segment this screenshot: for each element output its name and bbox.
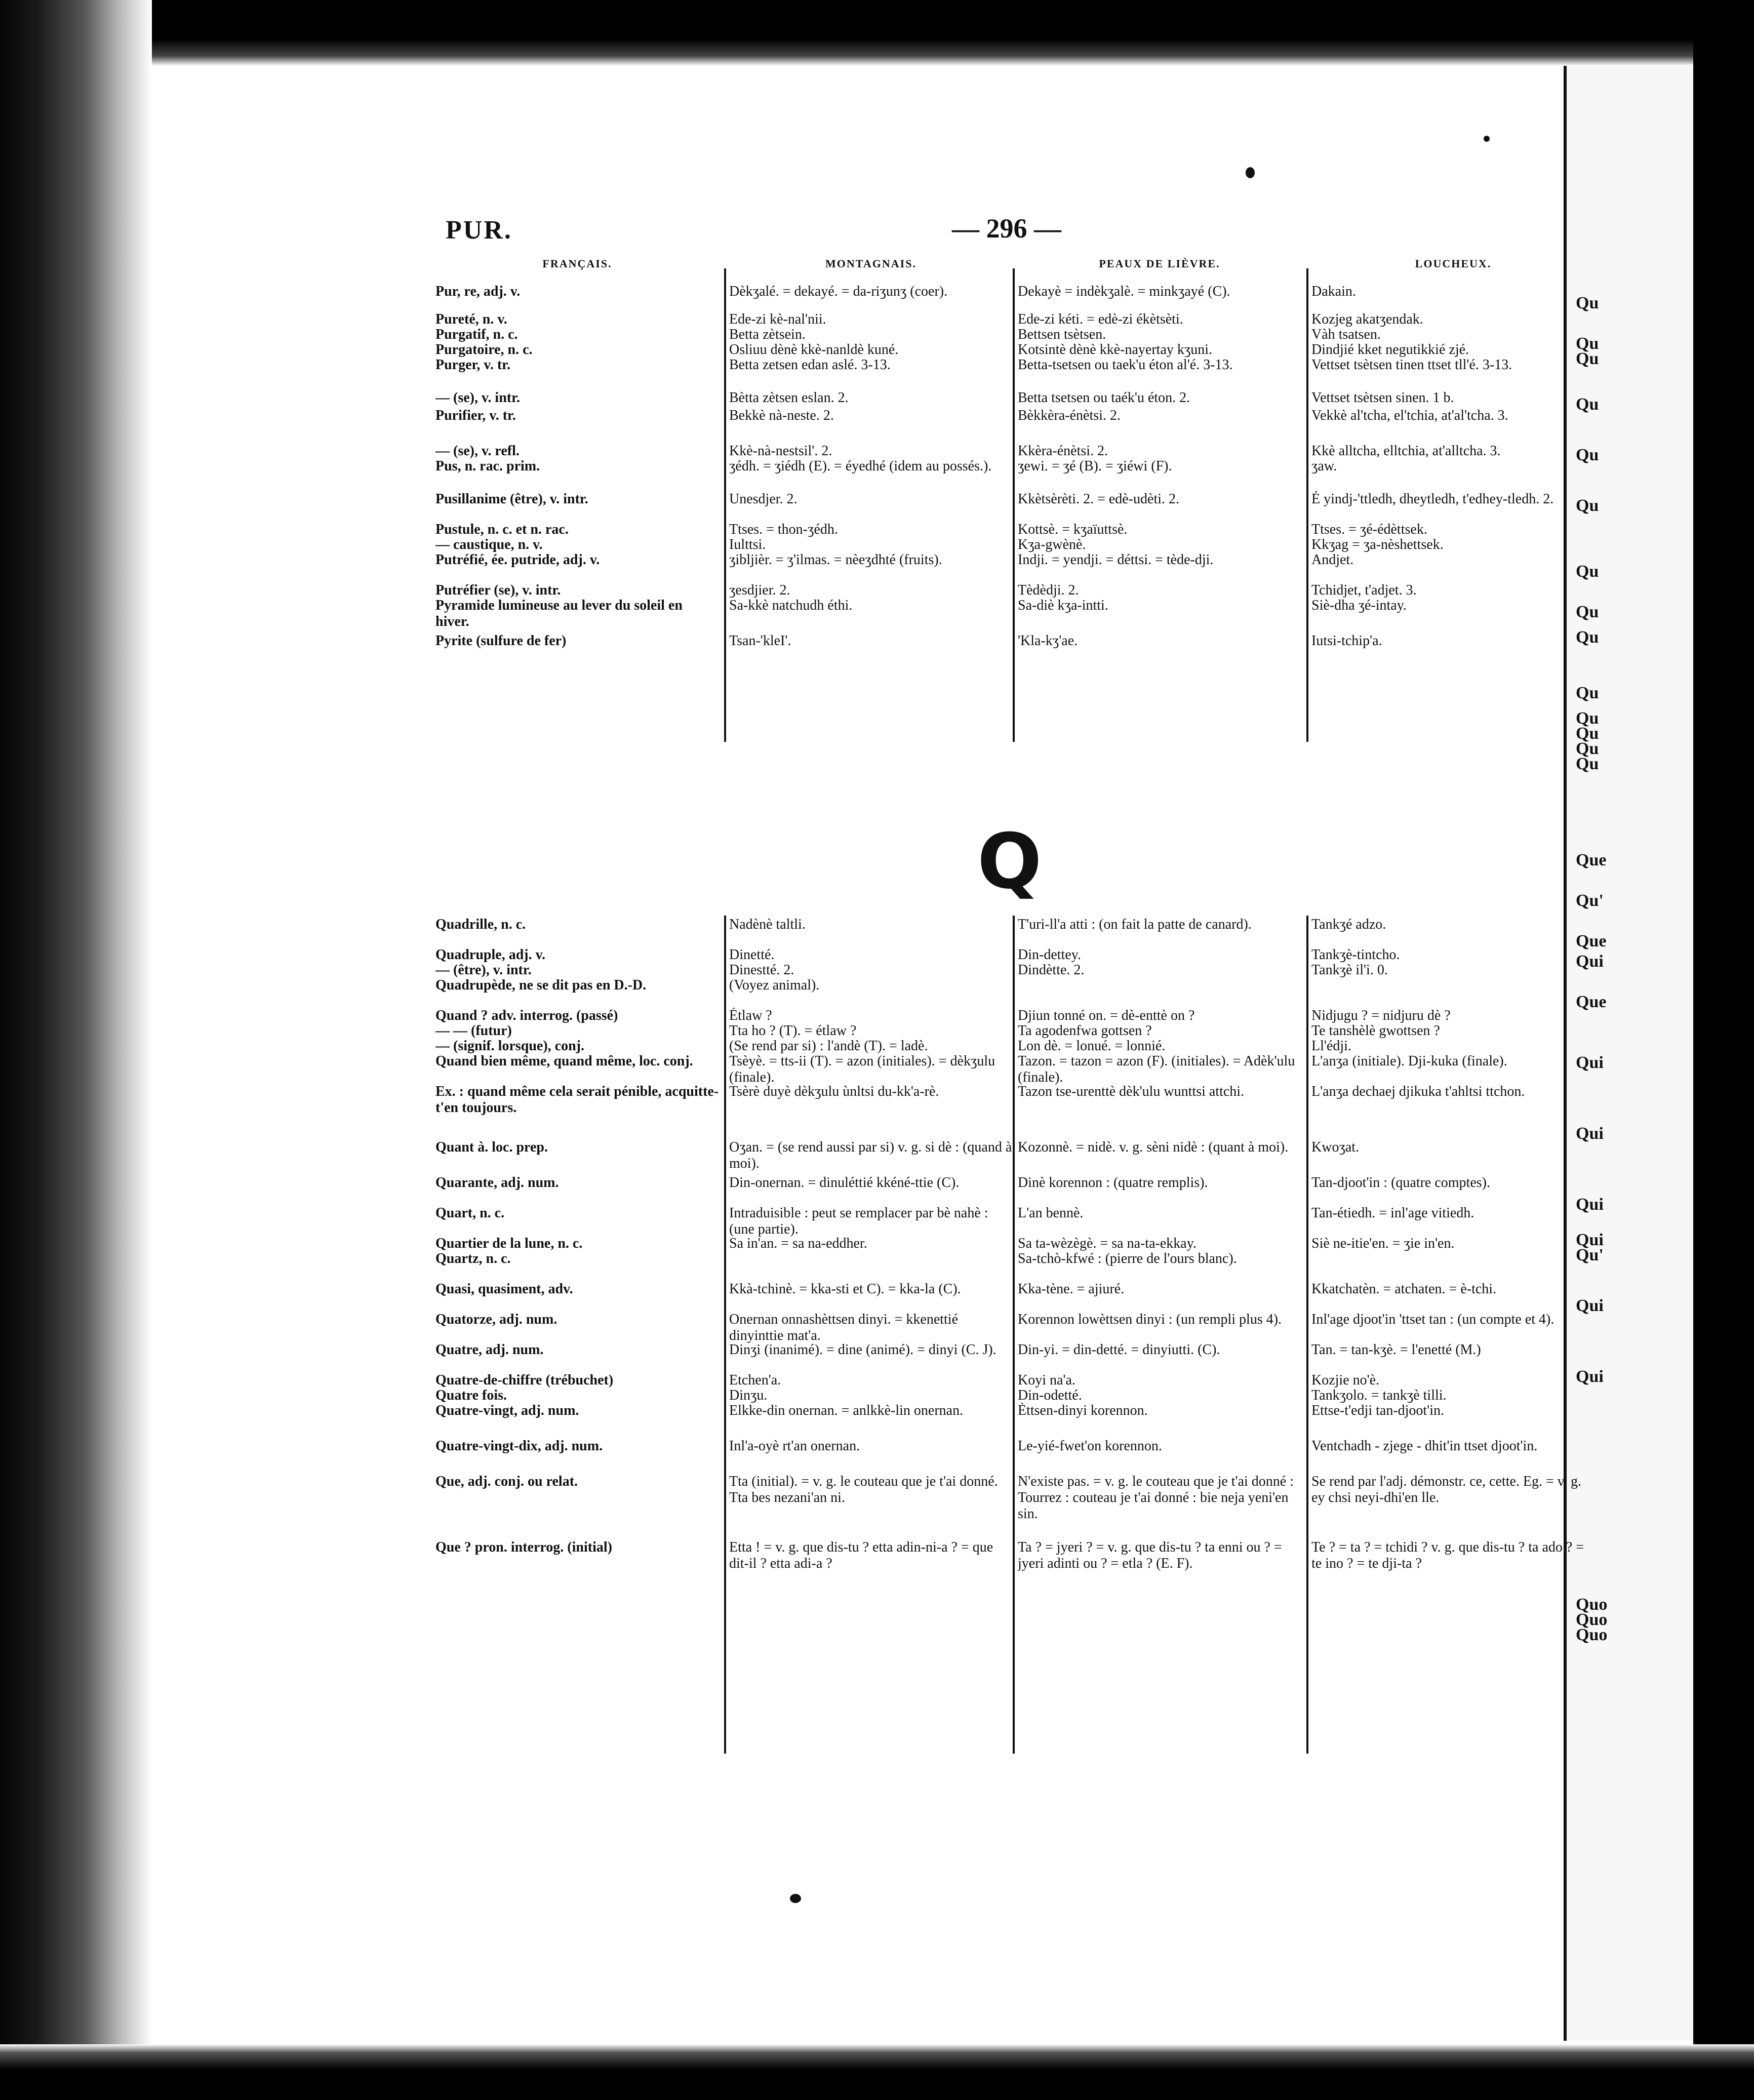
adjacent-page-fragment: Qu [1576,724,1599,743]
entry-loucheux: Tankʒè il'i. 0. [1311,962,1388,978]
entry-french: Quatre-vingt, adj. num. [435,1403,579,1418]
adjacent-page-fragment: Qu [1576,755,1599,773]
entry-loucheux: Tankʒè-tintcho. [1311,947,1400,963]
entry-french: Pyrite (sulfure de fer) [435,633,567,649]
adjacent-page-fragment: Qu [1576,603,1599,621]
adjacent-page-fragment: Quo [1576,1626,1608,1644]
entry-peaux-de-lievre: Ta ? = jyeri ? = v. g. que dis-tu ? ta enni ou ? = jyeri adinti ou ? = etla ? (E. F). [1018,1539,1282,1571]
adjacent-page-fragment: Que [1576,932,1607,950]
entry-french: Pustule, n. c. et n. rac. [435,522,569,537]
entry-loucheux: Tchidjet, t'adjet. 3. [1311,582,1417,598]
entry-french: Quartier de la lune, n. c. [435,1236,583,1251]
entry-peaux-de-lievre: Kotsintè dènè kkè-nayertay kʒuni. [1018,342,1213,358]
entry-montagnais: ʒesdjier. 2. [729,582,790,598]
entry-french: Quasi, quasiment, adv. [435,1281,573,1297]
entry-montagnais: Étlaw ? [729,1008,772,1023]
entry-montagnais: Kkà-tchinè. = kka-sti et C). = kka-la (C). [729,1281,961,1297]
entry-french: — (se), v. refl. [435,443,520,459]
entry-peaux-de-lievre: Din-dettey. [1018,947,1081,963]
entry-peaux-de-lievre: N'existe pas. = v. g. le couteau que je t'ai donné : Tourrez : couteau je t'ai donné : bie neja yeni'en sin. [1018,1474,1294,1522]
entry-loucheux: Andjet. [1311,552,1354,568]
entry-loucheux: Inl'age djoot'in 'ttset tan : (un compte et 4). [1311,1312,1554,1327]
entry-peaux-de-lievre: Dekayè = indèkʒalè. = minkʒayé (C). [1018,284,1230,299]
entry-montagnais: Betta zetsen edan aslé. 3-13. [729,357,891,373]
entry-montagnais: Onernan onnashèttsen dinyi. = kkenettié dinyinttie mat'a. [729,1312,959,1343]
entry-french: Ex. : quand même cela serait pénible, acquitte-t'en toujours. [435,1084,719,1116]
entry-montagnais: Sa in'an. = sa na-eddher. [729,1236,867,1251]
entry-loucheux: Kwoʒat. [1311,1139,1360,1155]
entry-loucheux: Te ? = ta ? = tchidi ? v. g. que dis-tu ? ta ado ? = te ino ? = te dji-ta ? [1311,1539,1584,1571]
adjacent-page-fragment: Qui [1576,1053,1604,1072]
entry-loucheux: É yindj-'ttledh, dheytledh, t'edhey-tledh. 2. [1311,491,1554,507]
entry-french: — (signif. lorsque), conj. [435,1038,584,1054]
entry-french: Quand ? adv. interrog. (passé) [435,1008,618,1023]
entry-loucheux: Dindjié kket negutikkié zjé. [1311,342,1469,358]
column-header-montagnais: MONTAGNAIS. [825,257,916,270]
entry-french: Purgatif, n. c. [435,327,518,342]
entry-peaux-de-lievre: T'uri-ll'a atti : (on fait la patte de canard). [1018,917,1252,932]
entry-peaux-de-lievre: Tèdèdji. 2. [1018,582,1079,598]
entry-french: Quadruple, adj. v. [435,947,546,963]
entry-montagnais: Tsèyè. = tts-ii (T). = azon (initiales). = dèkʒulu (finale). [729,1053,995,1085]
column-header-francais: FRANÇAIS. [542,257,612,270]
entry-french: Quatorze, adj. num. [435,1312,557,1327]
entry-montagnais: Bekkè nà-neste. 2. [729,408,834,423]
entry-montagnais: Sa-kkè natchudh éthi. [729,598,853,613]
adjacent-page-fragment: Qu' [1576,891,1604,910]
entry-french: — caustique, n. v. [435,537,543,552]
entry-french: Quatre, adj. num. [435,1342,544,1358]
entry-loucheux: Te tanshèlè gwottsen ? [1311,1023,1440,1039]
column-divider [1306,268,1308,742]
column-header-loucheux: LOUCHEUX. [1415,257,1492,270]
entry-peaux-de-lievre: Koyi na'a. [1018,1372,1075,1388]
entry-french: — (se), v. intr. [435,390,520,406]
entry-montagnais: Ede-zi kè-nal'nii. [729,311,826,327]
adjacent-page-fragment: Qu [1576,395,1599,414]
page-number: — 296 — [952,213,1061,244]
adjacent-page-fragment: Qu' [1576,1246,1604,1264]
entry-montagnais: Inl'a-oyè rt'an onernan. [729,1438,860,1454]
entry-peaux-de-lievre: ʒewi. = ʒé (B). = ʒiéwi (F). [1018,458,1172,474]
ink-speck [790,1894,801,1903]
entry-peaux-de-lievre: Tazon tse-urenttè dèk'ulu wunttsi attchi. [1018,1084,1245,1099]
entry-loucheux: Iutsi-tchip'a. [1311,633,1382,649]
entry-montagnais: Iulttsi. [729,537,766,552]
entry-french: Putréfier (se), v. intr. [435,582,561,598]
column-divider [1013,268,1015,742]
adjacent-page-fragment: Qui [1576,1231,1604,1249]
entry-peaux-de-lievre: Kkètsèrèti. 2. = edè-udèti. 2. [1018,491,1180,507]
scan-border-top [0,0,1754,66]
adjacent-page-fragment: Que [1576,993,1607,1011]
adjacent-page-fragment: Qu [1576,446,1599,464]
entry-loucheux: Vekkè al'tcha, el'tchia, at'al'tcha. 3. [1311,408,1508,423]
entry-loucheux: L'anʒa (initiale). Dji-kuka (finale). [1311,1053,1507,1069]
entry-french: Purgatoire, n. c. [435,342,533,358]
entry-french: Pyramide lumineuse au lever du soleil en hiver. [435,598,683,629]
running-header: PUR. [446,216,512,245]
entry-peaux-de-lievre: Din-odetté. [1018,1388,1082,1403]
adjacent-page-fragment: Qu [1576,294,1599,312]
adjacent-page-fragment: Quo [1576,1595,1608,1614]
book-spine-shadow [0,0,152,2100]
entry-montagnais: Dinestté. 2. [729,962,794,978]
entry-french: Quatre-de-chiffre (trébuchet) [435,1372,614,1388]
entry-french: Quatre-vingt-dix, adj. num. [435,1438,603,1454]
entry-french: Quarante, adj. num. [435,1175,559,1191]
column-divider [724,268,726,742]
entry-montagnais: Tsèrè duyè dèkʒulu ùnltsi du-kk'a-rè. [729,1084,939,1099]
entry-peaux-de-lievre: Tazon. = tazon = azon (F). (initiales). = Adèk'ulu (finale). [1018,1053,1295,1085]
entry-loucheux: Se rend par l'adj. démonstr. ce, cette. Eg. = v. g. ey chsi neyi-dhi'en lle. [1311,1474,1581,1505]
entry-french: Quadrille, n. c. [435,917,526,932]
section-letter: Q [977,818,1042,906]
entry-montagnais: Unesdjer. 2. [729,491,798,507]
entry-montagnais: Din-onernan. = dinuléttié kkéné-ttie (C). [729,1175,960,1191]
entry-peaux-de-lievre: Betta tsetsen ou taék'u éton. 2. [1018,390,1190,406]
entry-peaux-de-lievre: Èttsen-dinyi korennon. [1018,1403,1148,1418]
entry-loucheux: L'anʒa dechaej djikuka t'ahltsi ttchon. [1311,1084,1525,1099]
entry-french: Quartz, n. c. [435,1251,511,1266]
entry-montagnais: Betta zètsein. [729,327,806,342]
entry-french: Que ? pron. interrog. (initial) [435,1539,612,1555]
entry-montagnais: Bètta zètsen eslan. 2. [729,390,849,406]
entry-peaux-de-lievre: Betta-tsetsen ou taek'u éton al'é. 3-13. [1018,357,1233,373]
entry-peaux-de-lievre: Sa-diè kʒa-intti. [1018,598,1108,613]
entry-montagnais: Dinʒi (inanimé). = dine (animé). = dinyi (C. J). [729,1342,996,1358]
adjacent-page-fragment: Qui [1576,1195,1604,1214]
entry-french: Pus, n. rac. prim. [435,458,540,474]
entry-french: — — (futur) [435,1023,512,1039]
entry-loucheux: Vàh tsatsen. [1311,327,1381,342]
entry-peaux-de-lievre: Indji. = yendji. = déttsi. = tède-dji. [1018,552,1214,568]
adjacent-page-fragment: Qui [1576,1124,1604,1143]
entry-loucheux: Tan-djoot'in : (quatre comptes). [1311,1175,1490,1191]
entry-montagnais: Nadènè taltli. [729,917,806,932]
entry-peaux-de-lievre: Dinè korennon : (quatre remplis). [1018,1175,1208,1191]
entry-loucheux: Tan-étiedh. = inl'age vitiedh. [1311,1205,1474,1221]
entry-montagnais: ʒibljièr. = ʒ'ilmas. = nèeʒdhté (fruits). [729,552,942,568]
ink-speck [1484,136,1490,142]
entry-french: Quatre fois. [435,1388,507,1403]
entry-montagnais: Dinʒu. [729,1388,768,1403]
adjacent-page-fragment: Qu [1576,709,1599,728]
entry-montagnais: Tta ho ? (T). = étlaw ? [729,1023,857,1039]
entry-peaux-de-lievre: L'an bennè. [1018,1205,1084,1221]
entry-loucheux: Vettset tsètsen sinen. 1 b. [1311,390,1454,406]
entry-montagnais: Oʒan. = (se rend aussi par si) v. g. si dè : (quand à moi). [729,1139,1012,1171]
entry-peaux-de-lievre: Kka-tène. = ajiuré. [1018,1281,1125,1297]
entry-montagnais: Etchen'a. [729,1372,781,1388]
entry-montagnais: (Se rend par si) : l'andè (T). = ladè. [729,1038,928,1054]
entry-loucheux: Kozjeg akatʒendak. [1311,311,1423,327]
entry-loucheux: Nidjugu ? = nidjuru dè ? [1311,1008,1451,1023]
entry-french: Pureté, n. v. [435,311,507,327]
entry-french: — (être), v. intr. [435,962,532,978]
adjacent-page-fragment: Qu [1576,334,1599,353]
entry-peaux-de-lievre: Din-yi. = din-detté. = dinyiutti. (C). [1018,1342,1220,1358]
adjacent-page-fragment: Qu [1576,562,1599,581]
entry-loucheux: Vettset tsètsen tinen ttset tll'é. 3-13. [1311,357,1512,373]
entry-montagnais: Dinetté. [729,947,775,963]
entry-french: Purger, v. tr. [435,357,511,373]
entry-montagnais: (Voyez animal). [729,977,820,993]
adjacent-page-fragment: Qu [1576,739,1599,758]
entry-french: Que, adj. conj. ou relat. [435,1474,578,1489]
entry-loucheux: Tankʒé adzo. [1311,917,1386,932]
entry-french: Quand bien même, quand même, loc. conj. [435,1053,693,1069]
entry-montagnais: Ttses. = thon-ʒédh. [729,522,838,537]
entry-montagnais: Tta (initial). = v. g. le couteau que je t'ai donné. Tta bes nezani'an ni. [729,1474,998,1505]
adjacent-page-fragment: Qui [1576,1367,1604,1386]
entry-montagnais: Osliuu dènè kkè-nanldè kuné. [729,342,899,358]
entry-loucheux: Siè-dha ʒé-intay. [1311,598,1407,613]
entry-french: Pur, re, adj. v. [435,284,521,299]
adjacent-page-fragment: Qu [1576,349,1599,368]
adjacent-page-fragment: Qui [1576,952,1604,971]
scan-border-right [1693,0,1754,2100]
ink-speck [1246,167,1255,178]
adjacent-page-fragment: Quo [1576,1610,1608,1629]
entry-montagnais: Kkè-nà-nestsil'. 2. [729,443,832,459]
entry-loucheux: Kozjie no'è. [1311,1372,1380,1388]
column-divider [1013,916,1015,1754]
entry-loucheux: Ventchadh - zjege - dhit'in ttset djoot'in. [1311,1438,1538,1454]
entry-peaux-de-lievre: Kkèra-énètsi. 2. [1018,443,1108,459]
scan-border-bottom [0,2044,1754,2100]
entry-peaux-de-lievre: Djiun tonné on. = dè-enttè on ? [1018,1008,1195,1023]
entry-peaux-de-lievre: Sa-tchò-kfwé : (pierre de l'ours blanc). [1018,1251,1237,1266]
adjacent-page-fragment: Que [1576,851,1607,869]
entry-french: Quadrupède, ne se dit pas en D.-D. [435,977,647,993]
column-divider [724,916,726,1754]
entry-peaux-de-lievre: 'Kla-kʒ'ae. [1018,633,1078,649]
entry-loucheux: Tankʒolo. = tankʒè tilli. [1311,1388,1447,1403]
entry-loucheux: ʒaw. [1311,458,1337,474]
entry-montagnais: ʒédh. = ʒiédh (E). = éyedhé (idem au possés.). [729,458,992,474]
entry-french: Purifier, v. tr. [435,408,516,423]
entry-peaux-de-lievre: Korennon lowèttsen dinyi : (un rempli plus 4). [1018,1312,1282,1327]
entry-peaux-de-lievre: Ta agodenfwa gottsen ? [1018,1023,1152,1039]
entry-french: Quart, n. c. [435,1205,505,1221]
adjacent-page-fragment: Qui [1576,1296,1604,1315]
entry-loucheux: Kkʒag = ʒa-nèshettsek. [1311,537,1444,552]
entry-peaux-de-lievre: Bèkkèra-énètsi. 2. [1018,408,1121,423]
entry-peaux-de-lievre: Kottsè. = kʒaïuttsè. [1018,522,1128,537]
entry-montagnais: Intraduisible : peut se remplacer par bè nahè : (une partie). [729,1205,988,1237]
column-divider [1306,916,1308,1754]
entry-french: Pusillanime (être), v. intr. [435,491,588,507]
adjacent-page-fragment: Qu [1576,628,1599,647]
entry-loucheux: Ll'édji. [1311,1038,1351,1054]
entry-french: Quant à. loc. prep. [435,1139,548,1155]
entry-french: Putréfié, ée. putride, adj. v. [435,552,600,568]
entry-peaux-de-lievre: Sa ta-wèzègè. = sa na-ta-ekkay. [1018,1236,1197,1251]
entry-peaux-de-lievre: Dindètte. 2. [1018,962,1085,978]
entry-loucheux: Ttses. = ʒé-édèttsek. [1311,522,1427,537]
entry-peaux-de-lievre: Ede-zi kéti. = edè-zi ékètsèti. [1018,311,1183,327]
entry-montagnais: Etta ! = v. g. que dis-tu ? etta adin-ni-a ? = que dit-il ? etta adi-a ? [729,1539,993,1571]
entry-loucheux: Tan. = tan-kʒè. = l'enetté (M.) [1311,1342,1481,1358]
adjacent-page-fragment: Qu [1576,496,1599,515]
entry-montagnais: Elkke-din onernan. = anlkkè-lin onernan. [729,1403,964,1418]
entry-montagnais: Dèkʒalé. = dekayé. = da-riʒunʒ (coer). [729,284,948,299]
entry-peaux-de-lievre: Le-yié-fwet'on korennon. [1018,1438,1162,1454]
column-header-peaux-de-lievre: PEAUX DE LIÈVRE. [1099,257,1220,270]
entry-montagnais: Tsan-'kleI'. [729,633,791,649]
adjacent-page-fragment: Qu [1576,684,1599,702]
entry-loucheux: Siè ne-itie'en. = ʒie in'en. [1311,1236,1455,1251]
entry-peaux-de-lievre: Lon dè. = lonué. = lonnié. [1018,1038,1166,1054]
entry-loucheux: Dakain. [1311,284,1356,299]
entry-peaux-de-lievre: Kozonnè. = nidè. v. g. sèni nidè : (quant à moi). [1018,1139,1289,1155]
entry-peaux-de-lievre: Kʒa-gwènè. [1018,537,1086,552]
entry-loucheux: Kkatchatèn. = atchaten. = è-tchi. [1311,1281,1497,1297]
entry-loucheux: Ettse-t'edji tan-djoot'in. [1311,1403,1445,1418]
entry-loucheux: Kkè alltcha, elltchia, at'alltcha. 3. [1311,443,1501,459]
entry-peaux-de-lievre: Bettsen tsètsen. [1018,327,1106,342]
